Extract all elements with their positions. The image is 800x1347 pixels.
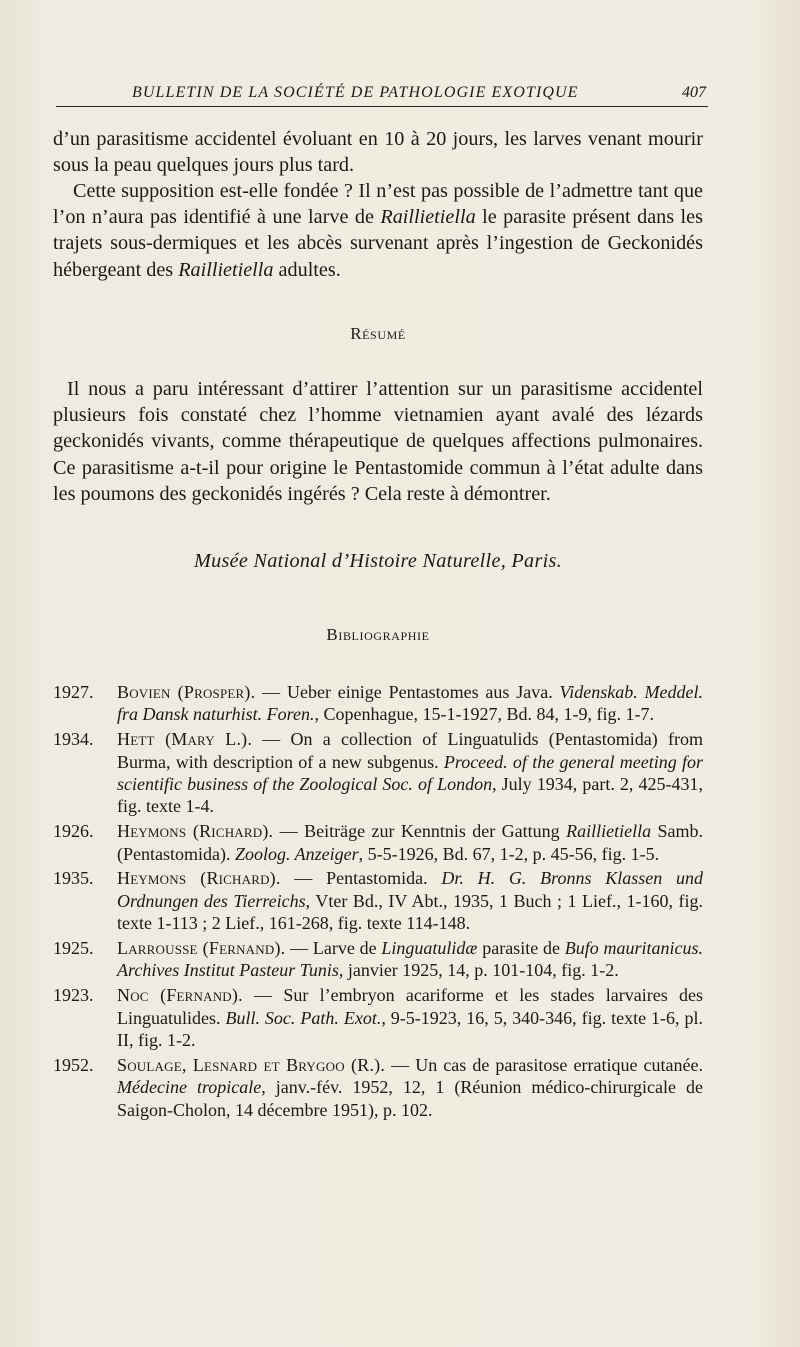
ref-journal: Bull. Soc. Path. Exot. <box>225 1007 382 1028</box>
bibliography-entry <box>53 681 703 726</box>
ref-journal: Médecine tropicale <box>117 1077 262 1098</box>
genus-name-1: Raillietiella <box>380 206 476 229</box>
ref-year: 1952. <box>53 1054 94 1075</box>
bibliography-entry <box>53 937 703 982</box>
ref-text: — Larve de <box>285 938 382 959</box>
ref-journal: Zoolog. Anzeiger <box>234 843 359 864</box>
ref-author: Bovien (Prosper). <box>117 682 256 702</box>
ref-text: , Vter Bd., IV Abt., 1935, 1 Buch ; 1 Lief., 1-160, fig. texte 1-113 ; 2 Lief., 161-268, fig. texte 114-148. <box>117 890 704 934</box>
ref-text: Samb. (Pentastomida). <box>117 821 703 864</box>
paragraph-2-end: adultes. <box>273 258 341 281</box>
ref-text: — Beiträge zur Kenntnis der Gattung <box>273 821 567 842</box>
paragraph-1: d’un parasitisme accidentel évoluant en 10 à 20 jours, les larves venant mourir sous la peau quelques jours plus tard. <box>53 128 703 177</box>
ref-text: — Sur l’embryon acariforme et les stades larvaires des Linguatulides. <box>117 985 704 1028</box>
resume-paragraph: Il nous a paru intéressant d’attirer l’attention sur un parasitisme accidentel plusieurs fois constaté chez l’homme vietnamien ayant avalé des lézards geckonidés vivants, comme thérapeutique de quelques affections pulmonaires. Ce parasitisme a-t-il pour origine le Pentastomide commun à l’état adulte dans les poumons des geckonidés ingérés ? Cela reste à démontrer. <box>53 378 703 505</box>
ref-journal: Proceed. of the general meeting for scientific business of the Zoological Soc. of London <box>117 751 703 795</box>
ref-text: — Ueber einige Pentastomes aus Java. <box>255 682 560 702</box>
page-number: 407 <box>682 84 706 101</box>
ref-year: 1925. <box>53 938 94 959</box>
bibliography-entry <box>53 867 703 934</box>
bibliography-entry <box>53 984 703 1051</box>
journal-running-title: BULLETIN DE LA SOCIÉTÉ DE PATHOLOGIE EXOTIQUE <box>132 84 579 101</box>
ref-text: — Un cas de parasitose erratique cutanée. <box>385 1054 703 1075</box>
ref-author: Heymons (Richard). <box>117 868 281 889</box>
paragraph-2 <box>53 178 703 283</box>
bibliography-list <box>53 681 703 1123</box>
bibliography-heading: Bibliographie <box>326 625 430 644</box>
ref-author: Soulage, Lesnard et Brygoo (R.). <box>117 1054 386 1075</box>
bibliography-entry <box>53 1054 703 1121</box>
ref-text: , janvier 1925, 14, p. 101-104, fig. 1-2. <box>338 960 619 981</box>
ref-text: — Pentastomida. <box>280 868 442 889</box>
running-header <box>56 84 708 107</box>
ref-author: Heymons (Richard). <box>117 821 274 842</box>
ref-year: 1934. <box>53 729 94 750</box>
ref-text: , janv.-fév. 1952, 12, 1 (Réunion médico-chirurgicale de Saigon-Cholon, 14 décembre 1951), p. 102. <box>117 1077 703 1120</box>
ref-text: parasite de <box>477 938 565 959</box>
ref-year: 1926. <box>53 821 94 842</box>
ref-journal: Bufo mauritanicus. Archives Institut Pasteur Tunis <box>117 938 703 981</box>
ref-author: Hett (Mary L.). <box>117 729 253 750</box>
bibliography-entry <box>53 820 703 865</box>
ref-journal: Videnskab. Meddel. fra Dansk naturhist. Foren. <box>117 682 703 725</box>
ref-journal: Raillietiella <box>566 821 652 842</box>
ref-text: , Copenhague, 15-1-1927, Bd. 84, 1-9, fig. 1-7. <box>314 704 654 725</box>
genus-name-2: Raillietiella <box>178 258 274 281</box>
ref-journal: Dr. H. G. Bronns Klassen und Ordnungen des Tierreichs <box>117 868 703 911</box>
affiliation: Musée National d’Histoire Naturelle, Paris. <box>193 550 563 572</box>
ref-text: , July 1934, part. 2, 425-431, fig. texte 1-4. <box>117 774 704 817</box>
paragraph-2-mid: le parasite présent dans les trajets sous-dermiques et les abcès survenant après l’ingestion de Geckonidés hébergeant des <box>53 206 703 281</box>
ref-text: , 5-5-1926, Bd. 67, 1-2, p. 45-56, fig. 1-5. <box>358 843 660 864</box>
ref-author: Larrousse (Fernand). <box>117 938 286 959</box>
ref-journal: Linguatulidæ <box>381 938 478 959</box>
ref-year: 1923. <box>53 985 94 1006</box>
ref-text: — On a collection of Linguatulids (Pentastomida) from Burma, with description of a new subgenus. <box>117 729 703 772</box>
ref-text: , 9-5-1923, 16, 5, 340-346, fig. texte 1-6, pl. II, fig. 1-2. <box>117 1007 704 1051</box>
paragraph-2-start: Cette supposition est-elle fondée ? Il n’est pas possible de l’admettre tant que l’on n’aura pas identifié à une larve de <box>53 180 703 229</box>
resume-heading: Résumé <box>350 324 406 343</box>
bibliography-entry <box>53 728 703 818</box>
ref-year: 1935. <box>53 868 94 889</box>
ref-author: Noc (Fernand). <box>117 985 243 1006</box>
ref-year: 1927. <box>53 682 94 702</box>
